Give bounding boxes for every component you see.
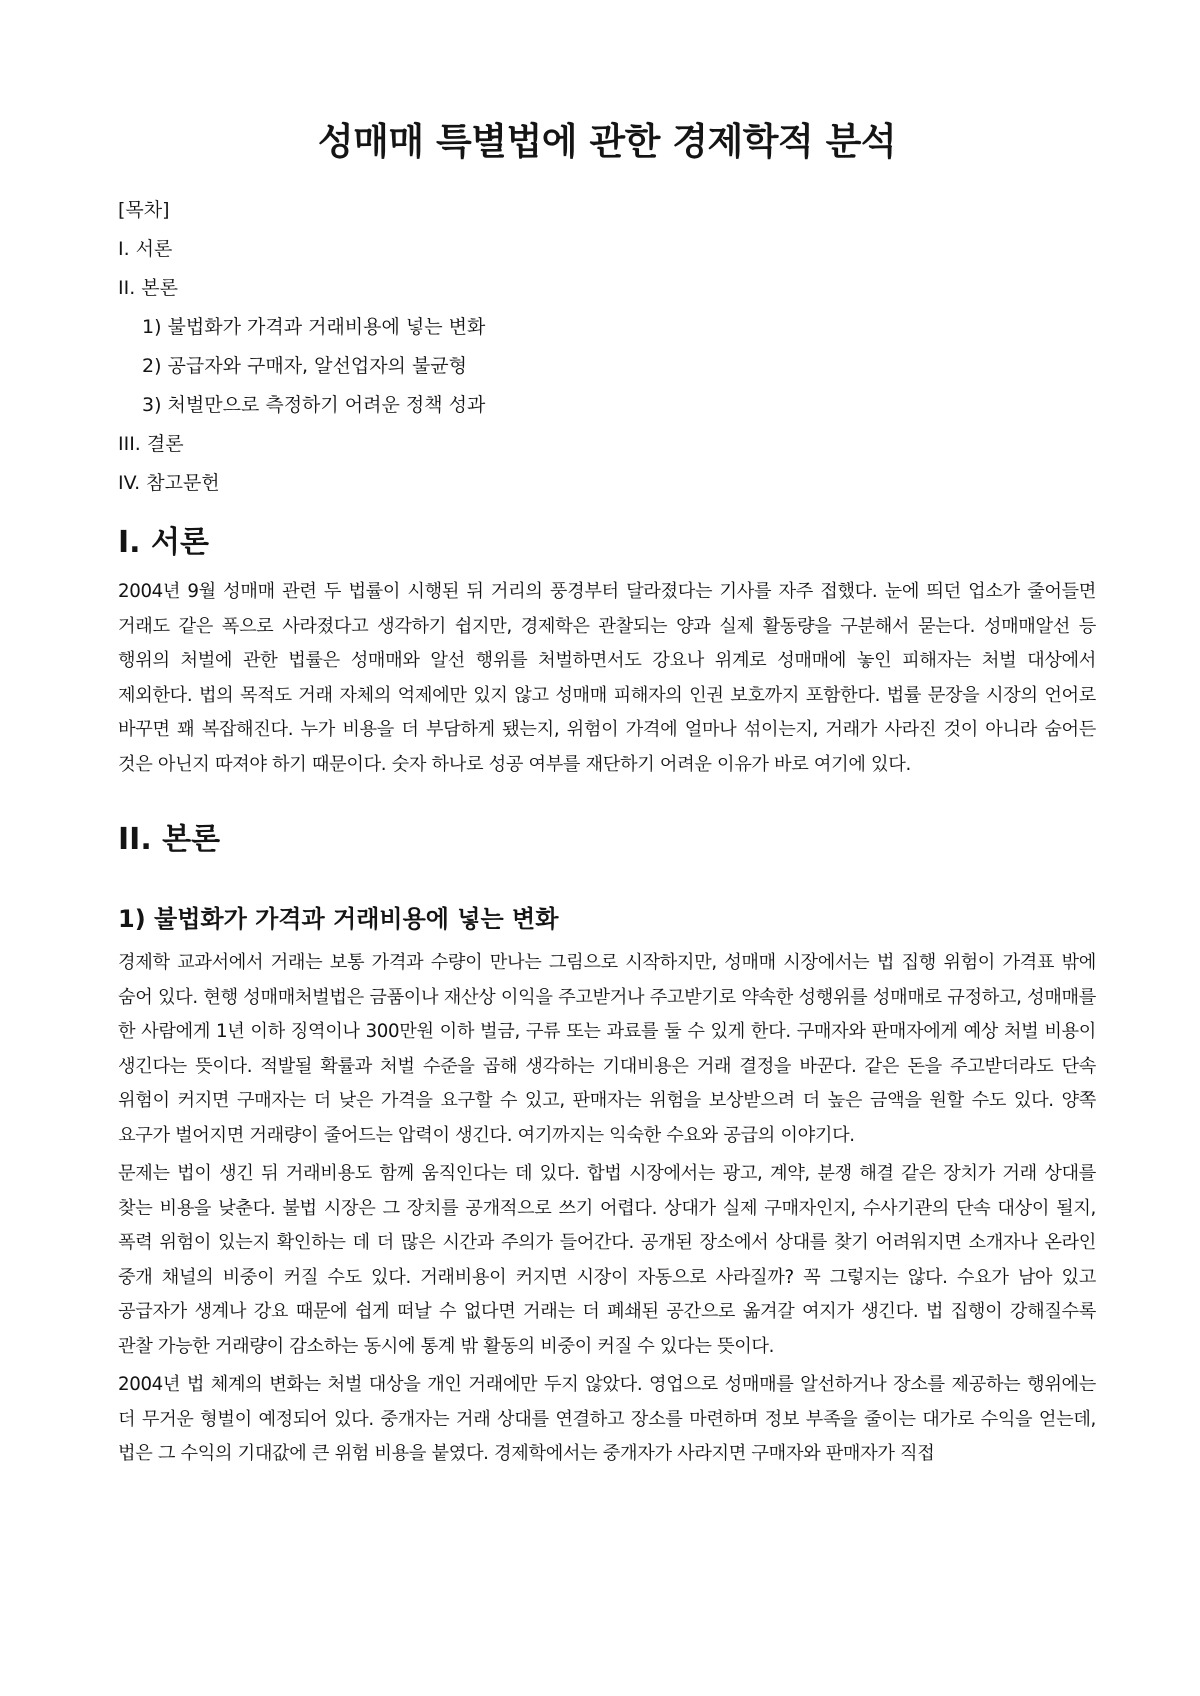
toc-heading: [목차] [118,199,170,221]
toc-item-body: II. 본론 [118,277,178,299]
toc-item-body-3: 3) 처벌만으로 측정하기 어려운 정책 성과 [142,394,486,416]
body-paragraph: 경제학 교과서에서 거래는 보통 가격과 수량이 만나는 그림으로 시작하지만, 성매매 시장에서는 법 집행 위험이 가격표 밖에 숨어 있다. 현행 성매매처벌법은 금품이나 재산상 이익을 주고받거나 주고받기로 약속한 성행위를 성매매로 규정하고, 성매매를 한 사람에게 1년 이하 징역이나 300만원 이하 벌금, 구류 또는 과료를 둘 수 있게 한다. 구매자와 판매자에게 예상 처벌 비용이 생긴다는 뜻이다. 적발될 확률과 처벌 수준을 곱해 생각하는 기대비용은 거래 결정을 바꾼다. 같은 돈을 주고받더라도 단속 위험이 커지면 구매자는 더 낮은 가격을 요구할 수 있고, 판매자는 위험을 보상받으려 더 높은 금액을 원할 수도 있다. 양쪽 요구가 벌어지면 거래량이 줄어드는 압력이 생긴다. 여기까지는 익숙한 수요와 공급의 이야기다. [118,952,1096,1146]
body-paragraph: 문제는 법이 생긴 뒤 거래비용도 함께 움직인다는 데 있다. 합법 시장에서는 광고, 계약, 분쟁 해결 같은 장치가 거래 상대를 찾는 비용을 낮춘다. 불법 시장은 그 장치를 공개적으로 쓰기 어렵다. 상대가 실제 구매자인지, 수사기관의 단속 대상이 될지, 폭력 위험이 있는지 확인하는 데 더 많은 시간과 주의가 들어간다. 공개된 장소에서 상대를 찾기 어려워지면 소개자나 온라인 중개 채널의 비중이 커질 수도 있다. 거래비용이 커지면 시장이 자동으로 사라질까? 꼭 그렇지는 않다. 수요가 남아 있고 공급자가 생계나 강요 때문에 쉽게 떠날 수 없다면 거래는 더 폐쇄된 공간으로 옮겨갈 여지가 생긴다. 법 집행이 강해질수록 관찰 가능한 거래량이 감소하는 동시에 통계 밖 활동의 비중이 커질 수 있다는 뜻이다. [118,1163,1096,1357]
toc-item-conclusion: III. 결론 [118,433,184,455]
section-heading-intro: I. 서론 [118,525,209,560]
table-of-contents [118,198,1096,495]
toc-item-body-1: 1) 불법화가 가격과 거래비용에 넣는 변화 [142,316,486,338]
toc-item-intro: I. 서론 [118,238,173,260]
document-title: 성매매 특별법에 관한 경제학적 분석 [317,120,897,163]
intro-paragraph: 2004년 9월 성매매 관련 두 법률이 시행된 뒤 거리의 풍경부터 달라졌다는 기사를 자주 접했다. 눈에 띄던 업소가 줄어들면 거래도 같은 폭으로 사라졌다고 생각하기 쉽지만, 경제학은 관찰되는 양과 실제 활동량을 구분해서 묻는다. 성매매알선 등 행위의 처벌에 관한 법률은 성매매와 알선 행위를 처벌하면서도 강요나 위계로 성매매에 놓인 피해자는 처벌 대상에서 제외한다. 법의 목적도 거래 자체의 억제에만 있지 않고 성매매 피해자의 인권 보호까지 포함한다. 법률 문장을 시장의 언어로 바꾸면 꽤 복잡해진다. 누가 비용을 더 부담하게 됐는지, 위험이 가격에 얼마나 섞이는지, 거래가 사라진 것이 아니라 숨어든 것은 아닌지 따져야 하기 때문이다. 숫자 하나로 성공 여부를 재단하기 어려운 이유가 바로 여기에 있다. [118,581,1096,775]
toc-item-body-2: 2) 공급자와 구매자, 알선업자의 불균형 [142,355,468,377]
body-paragraph: 2004년 법 체계의 변화는 처벌 대상을 개인 거래에만 두지 않았다. 영업으로 성매매를 알선하거나 장소를 제공하는 행위에는 더 무거운 형벌이 예정되어 있다. 중개자는 거래 상대를 연결하고 장소를 마련하며 정보 부족을 줄이는 대가로 수익을 얻는데, 법은 그 수익의 기대값에 큰 위험 비용을 붙였다. 경제학에서는 중개자가 사라지면 구매자와 판매자가 직접 [118,1374,1096,1464]
toc-item-references: IV. 참고문헌 [118,472,220,494]
subsection-heading-1: 1) 불법화가 가격과 거래비용에 넣는 변화 [118,905,559,933]
section-heading-body: II. 본론 [118,822,221,857]
